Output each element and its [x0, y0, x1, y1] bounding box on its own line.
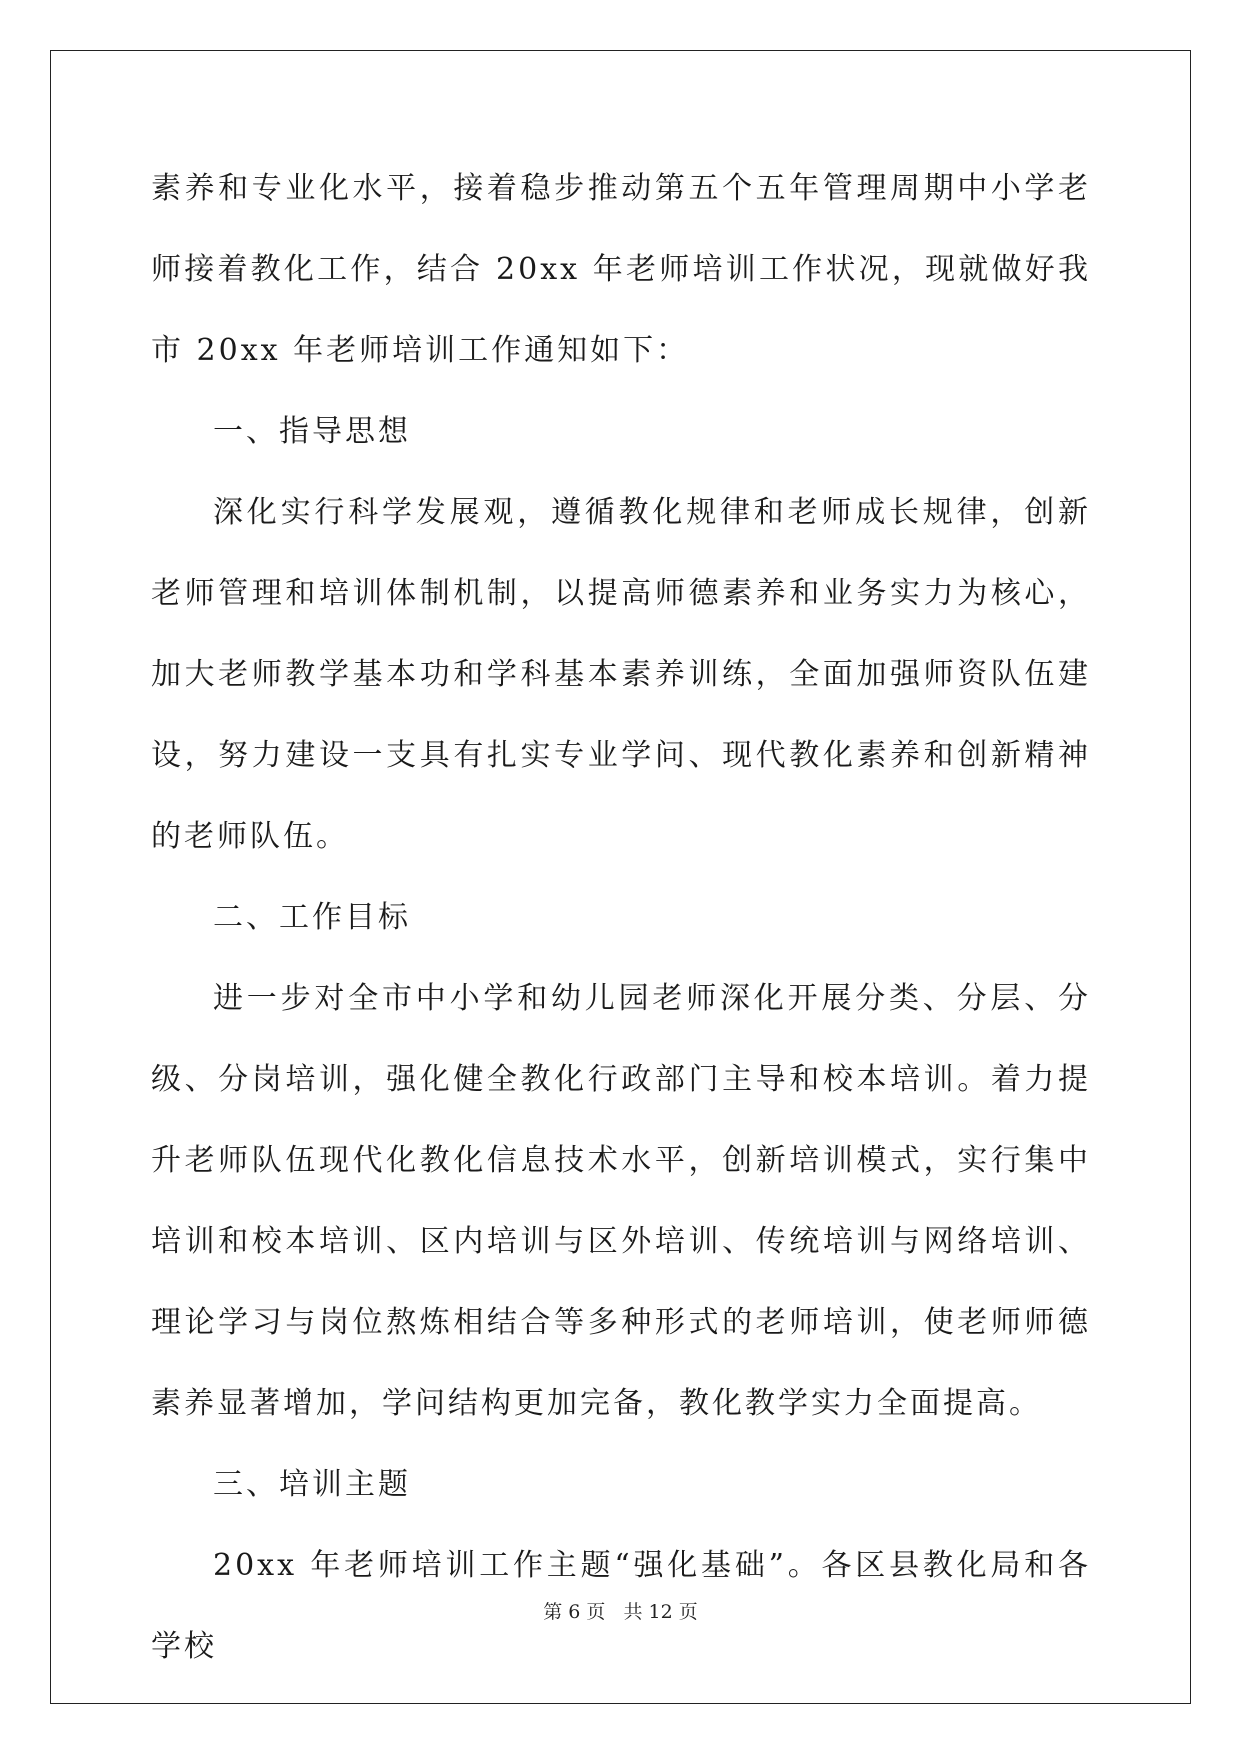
paragraph-work-goals: 进一步对全市中小学和幼儿园老师深化开展分类、分层、分级、分岗培训，强化健全教化行政部门主导和校本培训。着力提升老师队伍现代化教化信息技术水平，创新培训模式，实行集中培训和校本培训、区内培训与区外培训、传统培训与网络培训、理论学习与岗位熬炼相结合等多种形式的老师培训，使老师师德素养显著增加，学问结构更加完备，教化教学实力全面提高。: [151, 981, 1091, 1421]
heading-training-theme: 三、培训主题: [213, 1467, 411, 1502]
heading-guiding-ideology: 一、指导思想: [213, 414, 411, 449]
paragraph-guiding-ideology: 深化实行科学发展观，遵循教化规律和老师成长规律，创新老师管理和培训体制机制，以提高师德素养和业务实力为核心，加大老师教学基本功和学科基本素养训练，全面加强师资队伍建设，努力建设一支具有扎实专业学问、现代教化素养和创新精神的老师队伍。: [151, 495, 1091, 854]
paragraph-training-theme: 20xx 年老师培训工作主题“强化基础”。各区县教化局和各学校: [151, 1548, 1091, 1664]
page-total: 共 12 页: [623, 1601, 698, 1623]
page-footer: [0, 1597, 1241, 1624]
page-number: 第 6 页: [543, 1601, 606, 1623]
heading-work-goals: 二、工作目标: [213, 900, 411, 935]
document-body: [151, 148, 1091, 1687]
paragraph-intro: 素养和专业化水平，接着稳步推动第五个五年管理周期中小学老师接着教化工作，结合 20xx 年老师培训工作状况，现就做好我市 20xx 年老师培训工作通知如下：: [151, 171, 1091, 368]
